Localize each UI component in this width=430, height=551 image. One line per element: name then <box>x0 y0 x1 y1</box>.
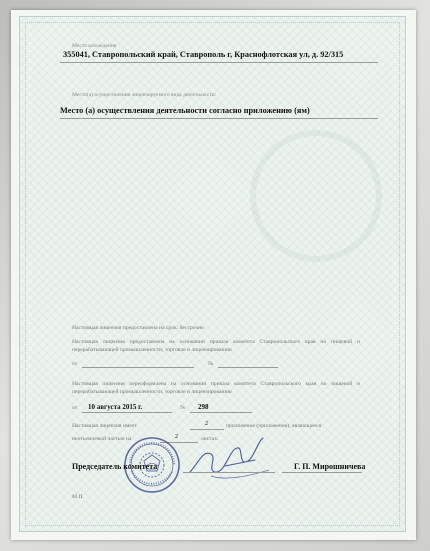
signature-line <box>183 472 275 473</box>
term-text: Настоящая лицензия предоставлена на срок: бессрочно <box>72 325 205 331</box>
watermark-emblem <box>250 130 382 262</box>
address-line <box>60 62 378 63</box>
appendix-line2-prefix: неотъемлемой частью на <box>72 436 132 442</box>
reissued-number-label: № <box>180 405 186 411</box>
seal-label: М.П. <box>72 494 84 500</box>
appendix-pages: 2 <box>175 434 178 440</box>
appendix-count: 2 <box>205 421 208 427</box>
signature-mark <box>185 432 275 487</box>
reissued-from-label: от <box>72 405 78 411</box>
signatory-position: Председатель комитета <box>72 462 158 471</box>
appendix-prefix: Настоящая лицензия имеет <box>72 423 137 429</box>
granted-number-line <box>218 367 278 368</box>
activity-value: Место (а) осуществления деятельности согласно приложению (ям) <box>60 106 310 115</box>
reissued-date: 10 августа 2015 г. <box>88 403 143 411</box>
reissued-text: Настоящая лицензия переоформлена на основании приказа комитета Ставропольского края по пищевой и перерабатывающей промышленности, торговле и лицензированию <box>72 381 360 395</box>
granted-text: Настоящая лицензия предоставлена на основании приказа комитета Ставропольского края по пищевой и перерабатывающей промышленности, торговле и лицензированию <box>72 339 360 353</box>
address-value: 355041, Ставропольский край, Ставрополь г, Краснофлотская ул, д. 92/315 <box>63 50 344 59</box>
reissued-number-line <box>190 412 252 413</box>
reissued-number: 298 <box>198 403 209 411</box>
appendix-count-line <box>190 429 224 430</box>
granted-number-label: № <box>208 361 214 367</box>
name-line <box>282 472 362 473</box>
appendix-line2-suffix: листах. <box>201 436 219 442</box>
granted-date-line <box>82 367 194 368</box>
signatory-name: Г. П. Мирошничева <box>294 462 366 471</box>
activity-line <box>60 118 378 119</box>
reissued-date-line <box>82 412 172 413</box>
granted-from-label: от <box>72 361 78 367</box>
activity-label: Место(а) осуществления лицензируемого вида деятельности: <box>72 92 217 98</box>
appendix-suffix: приложение (приложения), являющееся <box>226 423 322 429</box>
location-label: Место нахождения <box>72 43 117 49</box>
